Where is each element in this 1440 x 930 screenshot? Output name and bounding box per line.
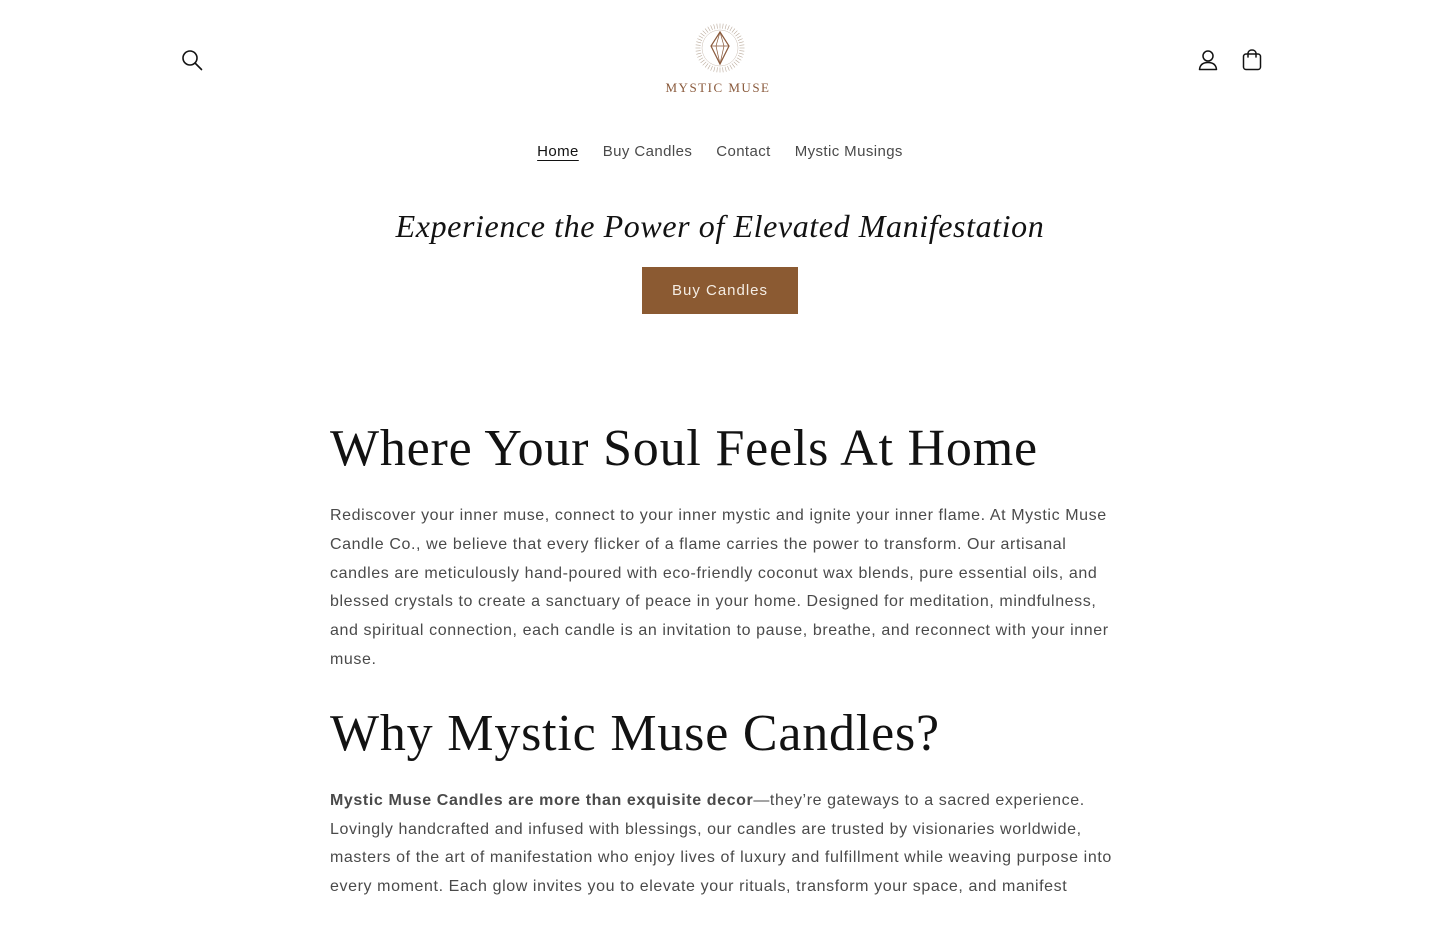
logo-wordmark: MYSTIC MUSE [665,80,771,95]
site-logo[interactable] [640,18,800,100]
body-text: —they’re gateways to a sacred experience. Lovingly handcrafted and infused with blessings, our candles are trusted by visionaries worldwide, masters of the art of manifestation who enjoy lives of luxury and fulfillment while weaving purpose into every moment. Each glow invites you to elevate your rituals, transform your space, and manifest [330,791,1112,896]
hero-heading: Experience the Power of Elevated Manifestation [395,208,1045,244]
cart-button[interactable] [1230,38,1274,82]
section-heading-why: Why Mystic Muse Candles? [330,704,940,762]
account-button[interactable] [1186,38,1230,82]
buy-candles-button[interactable]: Buy Candles [642,267,798,314]
hero-section [0,208,1440,314]
nav-item-mystic-musings[interactable]: Mystic Musings [794,143,903,160]
nav-item-home[interactable]: Home [537,143,579,160]
nav-item-buy-candles[interactable]: Buy Candles [602,143,693,160]
account-icon [1197,49,1219,71]
section-heading-soul: Where Your Soul Feels At Home [330,420,1038,477]
cart-icon [1241,49,1263,71]
body-emphasis: Mystic Muse Candles are more than exquisite decor [330,791,754,809]
search-icon [181,49,203,71]
crystal-logo-icon [694,22,746,74]
search-button[interactable] [170,38,214,82]
site-header [0,0,1440,120]
section-body-why [330,787,1120,902]
section-body-soul: Rediscover your inner muse, connect to your inner mystic and ignite your inner flame. At Mystic Muse Candle Co., we believe that every flicker of a flame carries the power to transform. Our artisanal candles are meticulously hand-poured with eco-friendly coconut wax blends, pure essential oils, and blessed crystals to create a sanctuary of peace in your home. Designed for meditation, mindfulness, and spiritual connection, each candle is an invitation to pause, breathe, and reconnect with your inner muse. [330,507,1109,668]
rich-text-content [330,418,1120,930]
main-navigation [0,140,1440,163]
nav-item-contact[interactable]: Contact [716,143,771,160]
